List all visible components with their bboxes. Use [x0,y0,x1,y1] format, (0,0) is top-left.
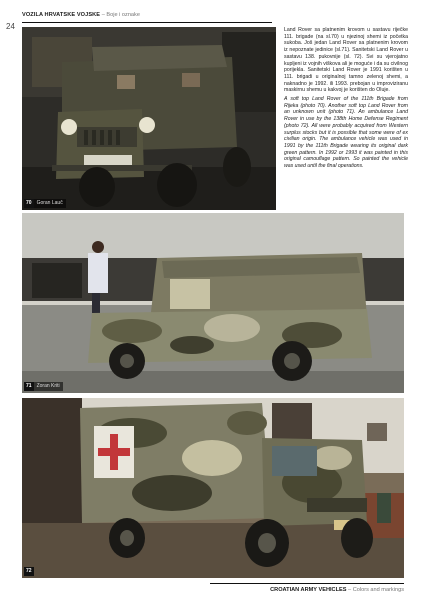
photo-71-caption [24,382,63,391]
caption-text [284,27,408,172]
photo-72-number: 72 [26,568,32,574]
photo-70-credit: Goran Lauč [34,199,66,208]
footer-title: CROATIAN ARMY VEHICLES [270,587,347,593]
caption-english: A soft top Land Rover of the 111th Brigade from Rijeka (photo 70). Another soft top Land Rover from an unknown unit (photo 71). An ambulance Land Rover in use by the 138th Home Defense Regiment (photo 72). All were probably acquired from Western surplus stocks but it is possible that some were of ex civilian origin. The ambulance vehicle was used in 1991 by the 111th Brigade wearing its original dark green pattern. In 1992 or 1993 it was painted in this original camouflage pattern. So painted the vehicle was used until the final operations. [284,96,408,170]
header-title: VOZILA HRVATSKE VOJSKE [22,12,101,18]
running-header [22,8,272,23]
photo-70-number: 70 [26,200,32,206]
running-footer [210,583,404,596]
photo-72-ambulance-land-rover [22,398,404,578]
photo-71-image [22,213,404,393]
photo-70-image [22,27,276,210]
photo-70-caption [24,199,66,208]
photo-71-land-rover-soft-top [22,213,404,393]
photo-71-credit: Zoran Kriti [34,382,63,391]
page-number: 24 [6,22,15,31]
caption-croatian: Land Rover sa platnenim krovom u sastavu riječke 111. brigade (na sl.70) u njezinoj shemi iz početka sukoba. Još jedan Land Rover sa platnenim krovom iz nepoznate jedinice (sl.71). Sanitetski Land Rover u sastavu 138. pukovnije (sl. 72). Svi su vjerojatno kupljeni iz vojnih viškova ali je moguće i da su civilnog porijekla. Sanitetski Land Rover je 1991 korišten u 111. brigadi u originalnoj tamno zelenoj shemi, a naknadno je 1992. ili 1993. prebojan u improviziranu maskirnu shemu u kakvoj je korišten do Oluje. [284,27,408,94]
photo-70-land-rover-soft-top [22,27,276,210]
photo-72-caption [24,567,34,576]
header-subtitle: – Boje i oznake [101,12,140,18]
photo-71-number: 71 [26,383,32,389]
footer-subtitle: – Colors and markings [348,587,404,593]
photo-72-image [22,398,404,578]
